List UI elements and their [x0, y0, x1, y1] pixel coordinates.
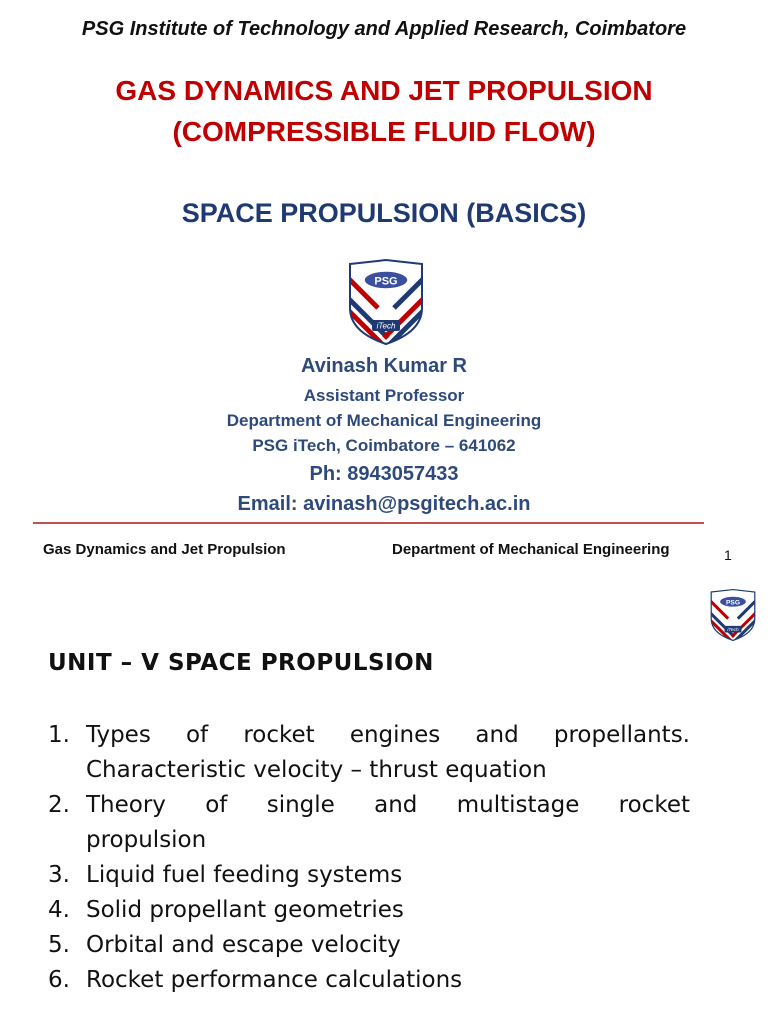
list-item-number: 2. [48, 792, 70, 818]
list-item [48, 928, 690, 963]
list-item [48, 858, 690, 893]
footer-department: Department of Mechanical Engineering [392, 541, 670, 558]
author-name: Avinash Kumar R [301, 355, 467, 377]
list-item-text: Theory of single and multistage rocket [86, 792, 690, 818]
psg-itech-logo [348, 258, 424, 346]
author-department: Department of Mechanical Engineering [226, 411, 542, 430]
psg-itech-logo-small [710, 588, 756, 642]
list-item-text-cont: propulsion [86, 827, 207, 853]
author-phone: Ph: 8943057433 [309, 463, 459, 485]
list-item-number: 3. [48, 862, 70, 888]
course-title-line1: GAS DYNAMICS AND JET PROPULSION [115, 75, 653, 106]
list-item [48, 893, 690, 928]
list-item [48, 788, 690, 858]
author-email[interactable]: Email: avinash@psgitech.ac.in [237, 493, 531, 515]
list-item-text: Rocket performance calculations [86, 967, 463, 993]
footer-course: Gas Dynamics and Jet Propulsion [43, 541, 286, 558]
logo-small-psg-text: PSG [725, 599, 741, 607]
list-item-text: Solid propellant geometries [86, 897, 404, 923]
author-address: PSG iTech, Coimbatore – 641062 [252, 436, 516, 455]
logo-psg-text: PSG [374, 275, 398, 288]
list-item [48, 718, 690, 788]
list-item-number: 4. [48, 897, 70, 923]
list-item-text-cont: Characteristic velocity – thrust equation [86, 757, 547, 783]
logo-small-itech-text: iTech [727, 628, 739, 634]
slide-subtitle: SPACE PROPULSION (BASICS) [181, 198, 587, 228]
list-item-text: Liquid fuel feeding systems [86, 862, 403, 888]
author-designation: Assistant Professor [303, 386, 465, 405]
list-item-text: Orbital and escape velocity [86, 932, 401, 958]
topic-list [48, 718, 690, 998]
list-item-number: 1. [48, 722, 70, 748]
list-item [48, 963, 690, 998]
logo-itech-text: iTech [376, 321, 396, 331]
footer-divider [33, 522, 704, 524]
unit-title: UNIT – V SPACE PROPULSION [48, 650, 434, 676]
list-item-text: Types of rocket engines and propellants. [86, 722, 690, 748]
list-item-number: 6. [48, 967, 70, 993]
list-item-number: 5. [48, 932, 70, 958]
institute-name: PSG Institute of Technology and Applied Research, Coimbatore [81, 18, 687, 40]
page-number: 1 [724, 547, 732, 563]
course-title-line2: (COMPRESSIBLE FLUID FLOW) [172, 116, 596, 147]
